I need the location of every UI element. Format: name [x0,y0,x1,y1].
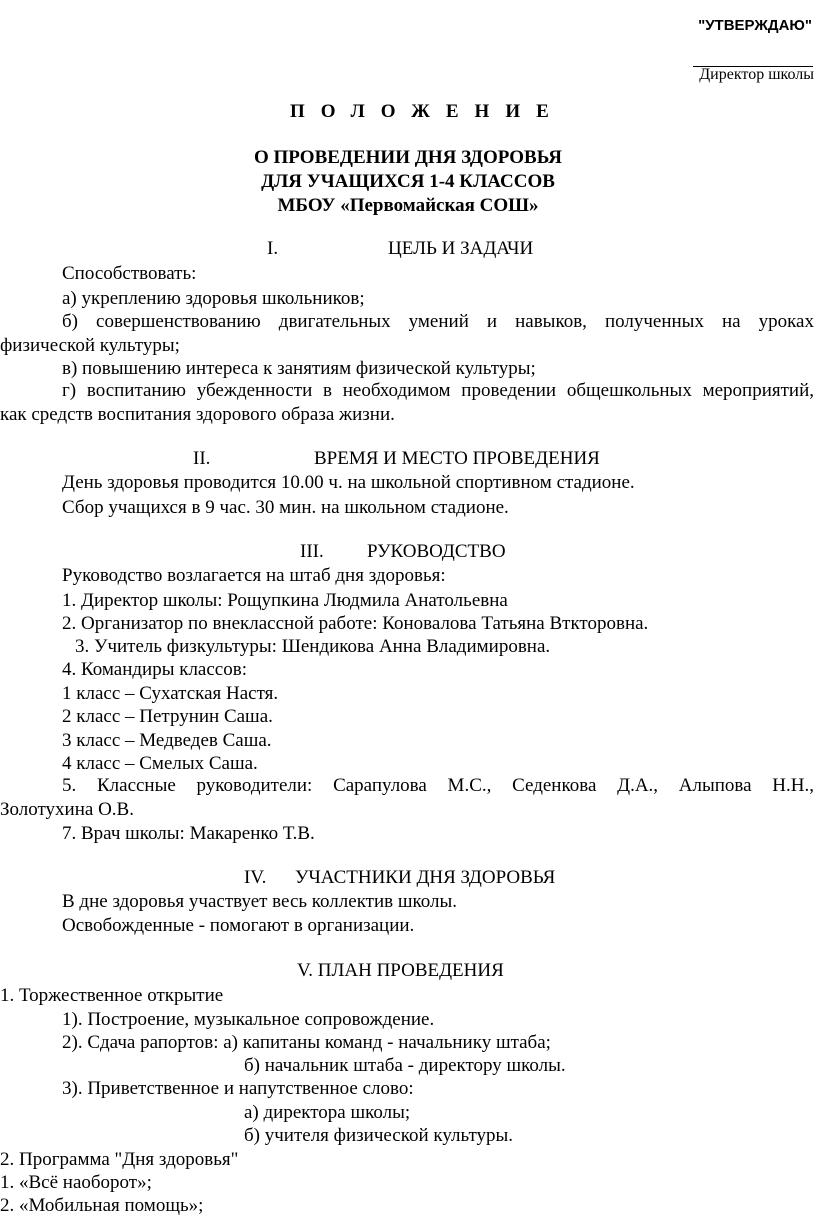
section-3-item-1: 1. Директор школы: Рощупкина Людмила Анатольевна [62,590,508,611]
class-commander-4: 4 класс – Смелых Саша. [62,753,258,774]
class-commander-1: 1 класс – Сухатская Настя. [62,683,279,704]
plan-item-1: 1. Торжественное открытие [0,985,224,1006]
section-1-number: I. [267,238,279,259]
section-3-item-3: 3. Учитель физкультуры: Шендикова Анна Владимировна. [75,636,551,657]
section-3-number: III. [300,541,324,562]
plan-item-1-2: 2). Сдача рапортов: а) капитаны команд - начальнику штаба; [62,1032,551,1053]
plan-item-1-2b: б) начальник штаба - директору школы. [244,1055,566,1076]
class-commander-2: 2 класс – Петрунин Саша. [62,706,273,727]
section-1-item-b: б) совершенствованию двигательных умений и навыков, полученных на уроках [62,311,814,332]
program-item-1: 1. «Всё наоборот»; [0,1172,152,1193]
section-3-intro: Руководство возлагается на штаб дня здоровья: [62,565,446,586]
title-line-3: МБОУ «Первомайская СОШ» [277,195,539,216]
section-2-number: II. [193,448,211,469]
plan-item-1-3b: б) учителя физической культуры. [244,1125,514,1146]
section-2-line-2: Сбор учащихся в 9 час. 30 мин. на школьном стадионе. [62,497,509,518]
section-3-item-7: 7. Врач школы: Макаренко Т.В. [62,823,315,844]
section-1-intro: Способствовать: [62,263,197,284]
section-3-item-4: 4. Командиры классов: [62,659,247,680]
plan-item-1-3a: а) директора школы; [244,1102,411,1123]
section-4-number: IV. [244,867,267,888]
section-4-title: УЧАСТНИКИ ДНЯ ЗДОРОВЬЯ [295,867,556,888]
document-type-heading: ПОЛОЖЕНИЕ [290,101,565,122]
section-5-title: V. ПЛАН ПРОВЕДЕНИЯ [297,960,504,981]
section-4-line-2: Освобожденные - помогают в организации. [62,915,415,936]
director-label: Директор школы [699,66,814,83]
section-3-item-2: 2. Организатор по внеклассной работе: Коновалова Татьяна Вткторовна. [62,613,649,634]
plan-item-2: 2. Программа "Дня здоровья" [0,1149,239,1170]
program-item-2: 2. «Мобильная помощь»; [0,1195,204,1216]
section-3-title: РУКОВОДСТВО [367,541,506,562]
section-1-item-d-cont: как средств воспитания здорового образа жизни. [0,404,395,425]
section-1-item-a: а) укреплению здоровья школьников; [62,288,365,309]
section-4-line-1: В дне здоровья участвует весь коллектив школы. [62,891,458,912]
approval-heading: "УТВЕРЖДАЮ" [698,17,812,34]
title-line-1: О ПРОВЕДЕНИИ ДНЯ ЗДОРОВЬЯ [253,147,563,168]
class-commander-3: 3 класс – Медведев Саша. [62,730,272,751]
title-line-2: ДЛЯ УЧАЩИХСЯ 1-4 КЛАССОВ [261,171,555,192]
section-3-item-5: 5. Классные руководители: Сарапулова М.С., Седенкова Д.А., Алыпова Н.Н., [62,775,814,796]
section-1-item-d: г) воспитанию убежденности в необходимом проведении общешкольных мероприятий, [62,380,814,401]
section-1-title: ЦЕЛЬ И ЗАДАЧИ [388,238,534,259]
section-2-line-1: День здоровья проводится 10.00 ч. на школьной спортивном стадионе. [62,472,635,493]
plan-item-1-3: 3). Приветственное и напутственное слово: [62,1078,414,1099]
section-1-item-b-cont: физической культуры; [0,335,180,356]
section-3-item-5-cont: Золотухина О.В. [0,799,134,820]
plan-item-1-1: 1). Построение, музыкальное сопровождение. [62,1009,435,1030]
section-1-item-c: в) повышению интереса к занятиям физической культуры; [62,358,536,379]
section-2-title: ВРЕМЯ И МЕСТО ПРОВЕДЕНИЯ [314,448,600,469]
